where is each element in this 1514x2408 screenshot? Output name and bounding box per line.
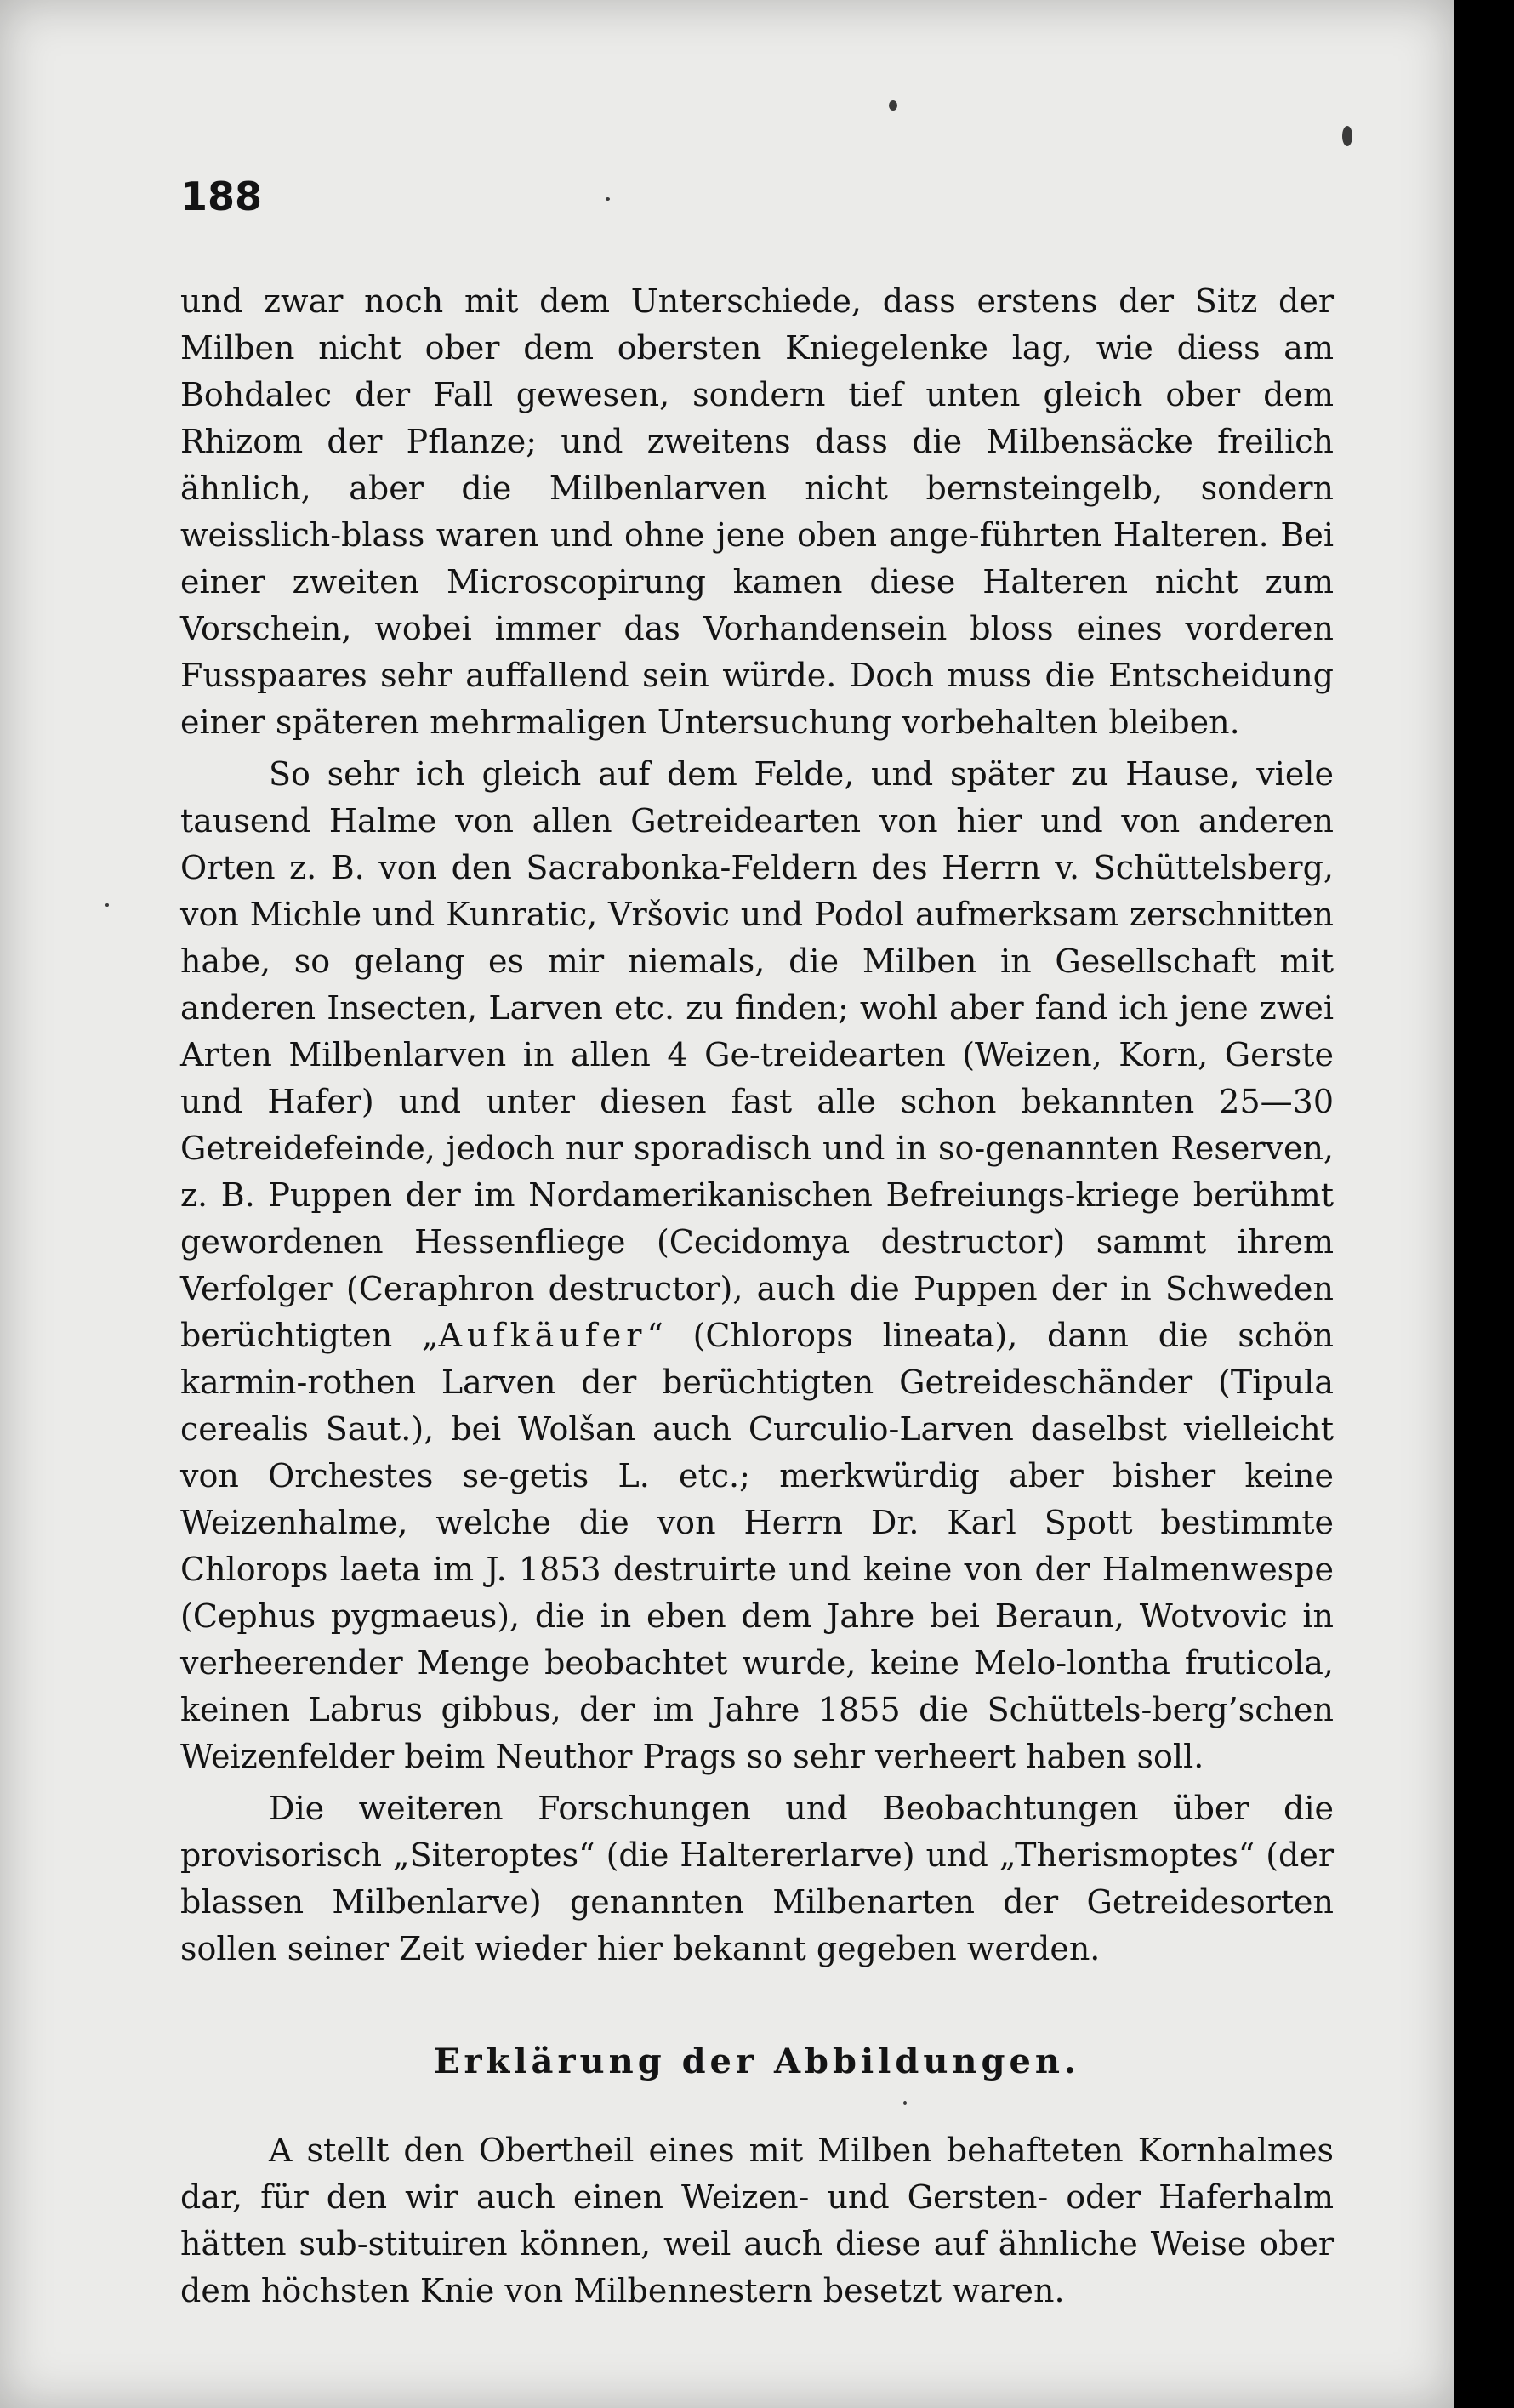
paragraph: Die weiteren Forschungen und Beobachtungen über die provisorisch „Siteroptes“ (die Haltererlarve) und „Therismoptes“ (der blassen Milbenlarve) genannten Milbenarten der Getreidesorten sollen seiner Zeit wieder hier bekannt gegeben werden. [180, 1790, 1334, 1967]
paragraph-text: “ (Chlorops lineata), dann die schön karmin-rothen Larven der berüchtigten Getreideschänder (Tipula cerealis Saut.), bei Wolšan auch Curculio-Larven daselbst vielleicht von Orchestes se-getis L. etc.; merkwürdig aber bisher keine Weizenhalme, welche die von Herrn Dr. Karl Spott bestimmte Chlorops laeta im J. 1853 destruirte und keine von der Halmenwespe (Cephus pygmaeus), die in eben dem Jahre bei Beraun, Wotvovic in verheerender Menge beobachtet wurde, keine Melo-lontha fruticola, keinen Labrus gibbus, der im Jahre 1855 die Schüttels-berg’schen Weizenfelder beim Neuthor Prags so sehr verheert haben soll. [180, 1317, 1334, 1775]
spaced-term: Aufkäufer [438, 1317, 647, 1354]
paragraph: A stellt den Obertheil eines mit Milben behafteten Kornhalmes dar, für den wir auch einen Weizen- und Gersten- oder Haferhalm hätten sub-stituiren können, weil auch diese auf ähnliche Weise ober dem höchsten Knie von Milbennestern besetzt waren. [180, 2132, 1334, 2309]
ink-speck [1342, 126, 1352, 146]
ink-speck [889, 100, 897, 111]
paragraph-text: So sehr ich gleich auf dem Felde, und später zu Hause, viele tausend Halme von allen Getreidearten von hier und von anderen Orten z. B. von den Sacrabonka-Feldern des Herrn v. Schüttelsberg, von Michle und Kunratic, Vršovic und Podol aufmerksam zerschnitten habe, so gelang es mir niemals, die Milben in Gesellschaft mit anderen Insecten, Larven etc. zu finden; wohl aber fand ich jene zwei Arten Milbenlarven in allen 4 Ge-treidearten (Weizen, Korn, Gerste und Hafer) und unter diesen fast alle schon bekannten 25—30 Getreidefeinde, jedoch nur sporadisch und in so-genannten Reserven, z. B. Puppen der im Nordamerikanischen Befreiungs-kriege berühmt gewordenen Hessenfliege (Cecidomya destructor) sammt ihrem Verfolger (Ceraphron destructor), auch die Puppen der in Schweden berüchtigten „ [180, 755, 1334, 1354]
book-page [180, 174, 1334, 2314]
paragraph: und zwar noch mit dem Unterschiede, dass erstens der Sitz der Milben nicht ober dem obersten Kniegelenke lag, wie diess am Bohdalec der Fall gewesen, sondern tief unten gleich ober dem Rhizom der Pflanze; und zweitens dass die Milbensäcke freilich ähnlich, aber die Milbenlarven nicht bernsteingelb, sondern weisslich-blass waren und ohne jene oben ange-führten Halteren. Bei einer zweiten Microscopirung kamen diese Halteren nicht zum Vorschein, wobei immer das Vorhandensein bloss eines vorderen Fusspaares sehr auffallend sein würde. Doch muss die Entscheidung einer späteren mehrmaligen Untersuchung vorbehalten bleiben. [180, 282, 1334, 741]
ink-speck [105, 903, 109, 907]
paragraph [180, 751, 1334, 1780]
page-number: 188 [180, 174, 263, 219]
section-heading: Erklärung der Abbildungen. [434, 2041, 1080, 2081]
